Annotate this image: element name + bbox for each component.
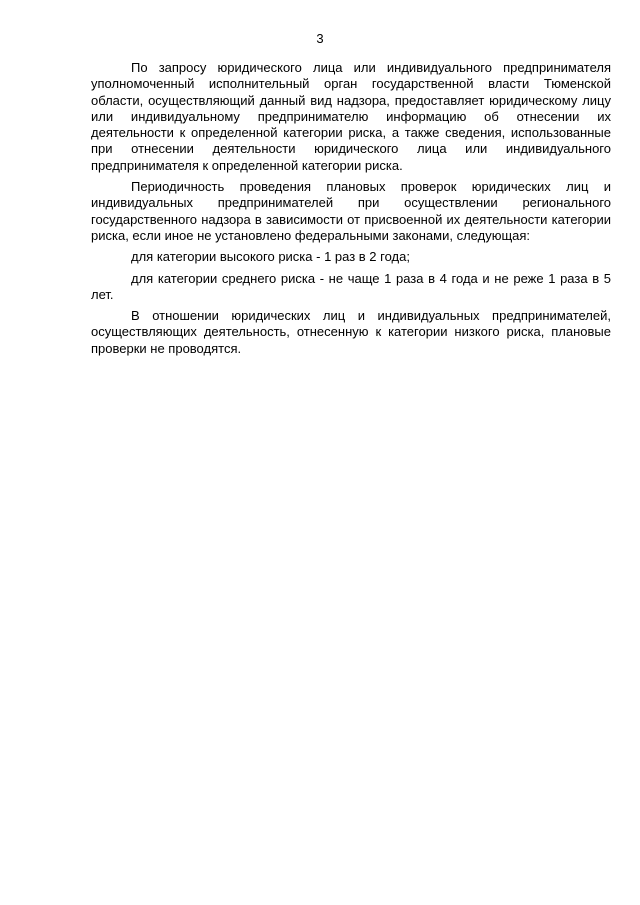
paragraph-low-risk: В отношении юридических лиц и индивидуальных предпринимателей, осуществляющих деятельность, отнесенную к категории низкого риска, плановые проверки не проводятся. — [91, 308, 611, 356]
page-number: 3 — [316, 31, 324, 46]
paragraph-inspection-frequency: Периодичность проведения плановых проверок юридических лиц и индивидуальных предпринимателей при осуществлении регионального государственного надзора в зависимости от присвоенной их деятельности категории риска, если иное не установлено федеральными законами, следующая: — [91, 179, 611, 243]
paragraph-risk-info-request: По запросу юридического лица или индивидуального предпринимателя уполномоченный исполнительный орган государственной власти Тюменской области, осуществляющий данный вид надзора, предоставляет юридическому лицу или индивидуальному предпринимателю информацию об отнесении их деятельности к определенной категории риска, а также сведения, использованные при отнесении деятельности юридического лица или индивидуального предпринимателя к определенной категории риска. — [91, 60, 611, 173]
paragraph-medium-risk: для категории среднего риска - не чаще 1 раза в 4 года и не реже 1 раза в 5 лет. — [91, 270, 611, 302]
document-body — [91, 60, 611, 362]
paragraph-high-risk: для категории высокого риска - 1 раз в 2 года; — [131, 249, 410, 265]
